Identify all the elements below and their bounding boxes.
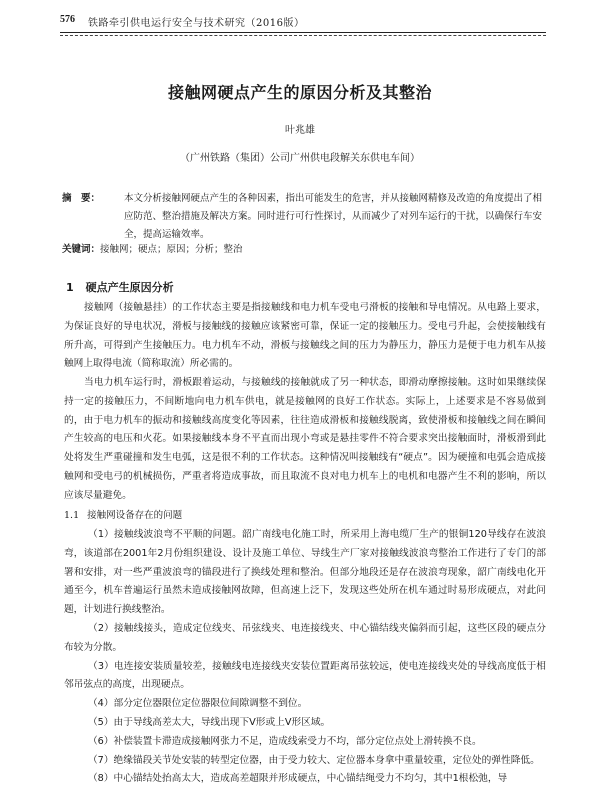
paragraph-text: 接触网（接触悬挂）的工作状态主要是指接触线和电力机车受电弓滑板的接触和导电情况。从电路上要求，为保证良好的导电状况，滑板与接触线的接触应该紧密可靠，保证一定的接触压力。受电弓升起，会使接触线有所升高，可得到产生接触压力。电力机车不动，滑板与接触线之间的压力为静压力，静压力是便于电力机车从接触网上取得电流（简称取流）所必需的。 xyxy=(64,302,546,370)
abstract-text: 本文分析接触网硬点产生的各种因素，指出可能发生的危害，并从接触网精修及改造的角度提出了相应防范、整治措施及解决方案。同时进行可行性探讨，从而减少了对列车运行的干扰，以确保行车安全，提高运输效率。 xyxy=(124,193,543,240)
section-title: 硬点产生原因分析 xyxy=(85,281,174,294)
author-affiliation: （广州铁路（集团）公司广州供电段解关东供电车间） xyxy=(180,153,420,164)
subsection-number: 1.1 xyxy=(64,510,80,521)
section-number: 1 xyxy=(66,281,74,294)
list-item: （1）接触线波浪弯不平顺的问题。韶广南线电化施工时，所采用上海电缆厂生产的银铜120导线存在波浪弯，该道部在2001年2月份组织建设、设计及施工单位、导线生产厂家对接触线波浪弯整治工作进行了专门的部署和安排，对一些严重波浪弯的锚段进行了换线处理和整治。但部分地段还是存在波浪弯现象，韶广南线电化开通至今，机车普遍运行虽然未造成接触网故障，但高速上泛下，发现这些处所在机车通过时易形成硬点，对此问题，计划进行换线整治。 xyxy=(64,529,546,616)
paragraph-text: 当电力机车运行时，滑板跟着运动，与接触线的接触就成了另一种状态，即滑动摩擦接触。这时如果继续保持一定的接触压力，不间断地向电力机车供电，就是接触网的良好工作状态。实际上，上述要求是不容易做到的，由于电力机车的振动和接触线高度变化等因素，往往造成滑板和接触线脱离，致使滑板和接触线之间在瞬间产生较高的电压和火花。如果接触线本身不平直而出现小弯或是悬挂零件不符合要求突出接触面时，滑板滑到此处将发生严重碰撞和发生电弧，这是很不利的工作状态。这种情况叫接触线有“硬点”。因为硬撞和电弧会造成接触网和受电弓的机械损伤，严重者将造成事故，而且取流不良对电力机车上的电机和电器产生不利的影响，所以应该尽量避免。 xyxy=(64,377,546,501)
subsection-heading xyxy=(64,507,182,521)
abstract-label: 摘 要： xyxy=(62,193,101,204)
author-name: 叶兆雄 xyxy=(285,125,315,136)
header-rule xyxy=(60,32,546,33)
list-item: （2）接触线接头，造成定位线夹、吊弦线夹、电连接线夹、中心锚结线夹偏斜而引起，这些区段的硬点分布较为分散。 xyxy=(64,622,546,653)
journal-title: 铁路牵引供电运行安全与技术研究（2016版） xyxy=(88,18,305,29)
running-header xyxy=(60,10,546,40)
list-item: （4）部分定位器限位定位器限位间隙调整不到位。 xyxy=(88,698,308,710)
list-item: （5）由于导线高差太大，导线出现下V形或上V形区域。 xyxy=(88,716,331,728)
issue-list xyxy=(64,526,546,789)
header-rule-dashed xyxy=(60,35,546,36)
list-item: （7）绝缘锚段关节处安装的转型定位器，由于受力较大、定位器本身拿中重量较重，定位处的弹性降低。 xyxy=(88,754,540,766)
keywords xyxy=(62,241,546,255)
abstract xyxy=(62,190,546,244)
keywords-label: 关键词： xyxy=(62,244,101,255)
keywords-text: 接触网；硬点；原因；分析；整治 xyxy=(100,244,243,255)
list-item: （6）补偿装置卡滞造成接触网张力不足，造成线索受力不均，部分定位点处上滑转换不良。 xyxy=(88,735,482,747)
page-number: 576 xyxy=(60,14,75,25)
subsection-title: 接触网设备存在的问题 xyxy=(87,510,183,521)
section-heading xyxy=(66,279,174,295)
list-item: （8）中心锚结处抬高太大，造成高差超限并形成硬点，中心锚结绳受力不均匀，其中1根松弛，导 xyxy=(88,773,508,785)
list-item: （3）电连接安装质量较差，接触线电连接线夹安装位置距离吊弦较远，使电连接线夹处的导线高度低于相邻吊弦点的高度，出现硬点。 xyxy=(64,660,546,691)
article-title: 接触网硬点产生的原因分析及其整治 xyxy=(167,83,432,102)
paragraph xyxy=(64,299,546,374)
paragraph xyxy=(64,374,546,506)
